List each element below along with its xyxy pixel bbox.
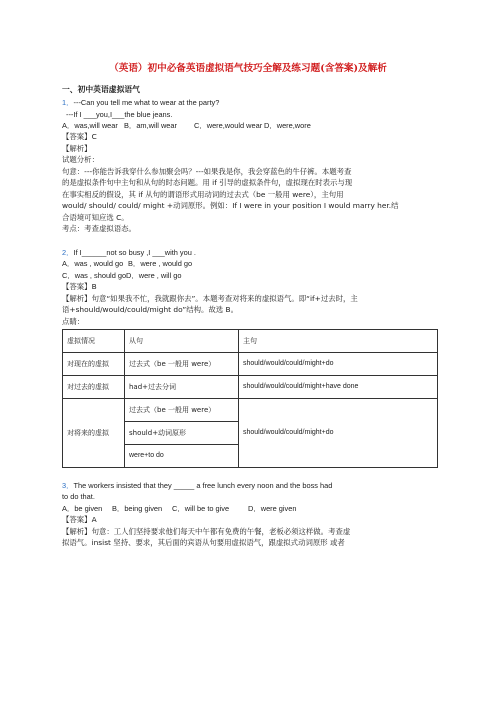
table-cell-clause: 过去式（be 一般用 were） [125, 398, 239, 421]
table-cell-case: 对将来的虚拟 [63, 398, 125, 467]
section-heading: 一、初中英语虚拟语气 [62, 85, 140, 94]
answer: 【答案】A [62, 515, 97, 525]
table-cell-case: 对现在的虚拟 [63, 352, 125, 375]
question-stem: If I______not so busy ,I ___with you . [73, 247, 196, 257]
table-cell-main: should/would/could/might+do [239, 352, 438, 375]
explanation-line: would/ should/ could/ might +动词原形。例如：If I were in your position I would marry her.结 [62, 201, 399, 211]
table-row [63, 398, 438, 421]
options-row [62, 258, 438, 269]
explanation-line: 句意：---你能告诉我穿什么参加聚会吗？---如果我是你，我会穿蓝色的牛仔裤。本题考查 [62, 166, 352, 176]
option-b: B．being given [112, 503, 163, 513]
question-stem: The workers insisted that they _____ a free lunch every noon and the boss had [73, 480, 333, 490]
subjunctive-table [62, 329, 438, 468]
option-b: B．am,will wear [124, 121, 177, 131]
explanation-line: 的是虚拟条件句中主句和从句的时态问题。用 if 引导的虚拟条件句，虚拟现在时表示与现 [62, 178, 353, 188]
question-dialog: ---If I ___you,I___the blue jeans. [66, 109, 173, 119]
question-number: 2． [62, 247, 74, 257]
test-point: 考点：考查虚拟语态。 [62, 224, 136, 234]
table-header-cell: 虚拟情况 [63, 329, 125, 352]
document-title: （英语）初中必备英语虚拟语气技巧全解及练习题(含答案)及解析 [109, 63, 387, 74]
options-row [62, 503, 438, 514]
explanation-line: 合语境可知应选 C。 [62, 212, 129, 222]
table-cell-main: should/would/could/might+have done [239, 375, 438, 398]
explanation-line: 在事实相反的假设，其 if 从句的谓语形式用动词的过去式（be 一般用 were），主句用 [62, 189, 344, 199]
table-row [63, 375, 438, 398]
question-number: 3． [62, 480, 74, 490]
options-row [62, 120, 438, 131]
question-2 [62, 247, 438, 468]
option-b: B．were , would go [128, 259, 193, 269]
option-c: C．was , should go [62, 270, 127, 280]
document-body [62, 84, 438, 549]
option-c: C．were,would wear [194, 121, 263, 131]
table-cell-case: 对过去的虚拟 [63, 375, 125, 398]
question-1 [62, 97, 438, 235]
table-header-row [63, 329, 438, 352]
option-d: D．were,wore [264, 121, 311, 131]
answer: 【答案】B [62, 282, 97, 292]
option-a: A．was , would go [62, 259, 124, 269]
table-cell-clause: were+to do [125, 444, 239, 467]
table-cell-clause: had+过去分词 [125, 375, 239, 398]
table-cell-main: should/would/could/might+do [239, 398, 438, 467]
table-header-cell: 主句 [239, 329, 438, 352]
options-row [62, 270, 438, 281]
explanation-line: 【解析】句意“如果我不忙，我就跟你去”。本题考查对将来的虚拟语气。即“if+过去时，主 [62, 293, 358, 303]
question-3 [62, 480, 438, 549]
explanation-line: 【解析】句意：工人们坚持要求他们每天中午都有免费的午餐，老板必须这样做。考查虚 [62, 526, 351, 536]
explanation-line: 拟语气。insist 坚持、要求，其后面的宾语从句要用虚拟语气，跟虚拟式动词原形 或者 [62, 538, 345, 548]
analysis-tag: 【解析】 [62, 143, 92, 153]
answer: 【答案】C [62, 132, 97, 142]
table-header-cell: 从句 [125, 329, 239, 352]
table-row [63, 352, 438, 375]
question-stem-continued: to do that. [62, 492, 95, 502]
question-number: 1． [62, 98, 74, 108]
analysis-intro: 试题分析： [62, 155, 99, 165]
option-d: D．were given [248, 503, 297, 513]
question-stem: ---Can you tell me what to wear at the party? [73, 98, 220, 108]
option-a: A．was,will wear [62, 121, 118, 131]
option-a: A．be given [62, 503, 103, 513]
note-label: 点睛： [62, 316, 85, 326]
option-c: C．will be to give [172, 503, 230, 513]
option-d: D．were , will go [126, 270, 182, 280]
table-cell-clause: should+动词原形 [125, 421, 239, 444]
explanation-line: 语+should/would/could/might do”结构。故选 B。 [62, 305, 238, 315]
table-cell-clause: 过去式（be 一般用 were） [125, 352, 239, 375]
